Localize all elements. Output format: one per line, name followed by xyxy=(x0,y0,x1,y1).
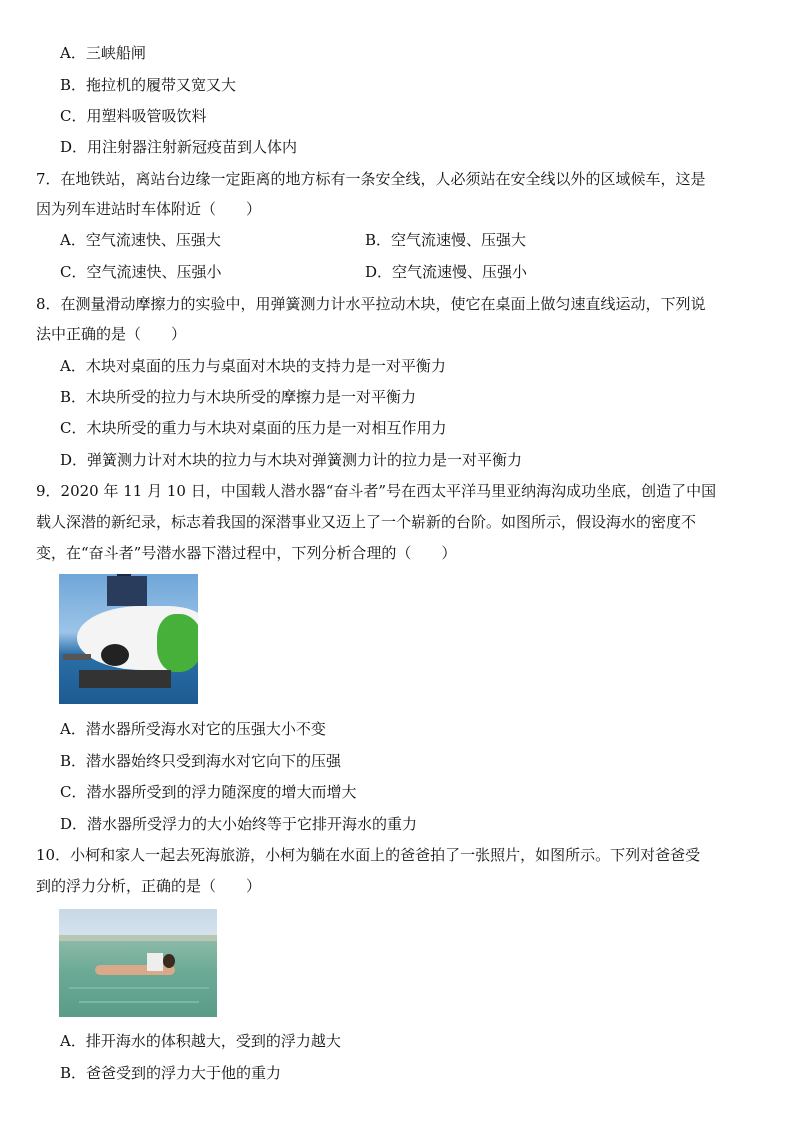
q7-option-c: C．空气流速快、压强小 xyxy=(60,263,222,281)
q7-option-b: B．空气流速慢、压强大 xyxy=(365,231,527,249)
q9-option-b: B．潜水器始终只受到海水对它向下的压强 xyxy=(60,752,342,770)
q8-stem-line2: 法中正确的是（ ） xyxy=(36,325,187,343)
q7-option-a: A．空气流速快、压强大 xyxy=(60,231,221,249)
q6-option-c: C．用塑料吸管吸饮料 xyxy=(60,107,207,125)
q8-option-b: B．木块所受的拉力与木块所受的摩擦力是一对平衡力 xyxy=(60,388,417,406)
dead-sea-photo xyxy=(59,909,217,1017)
q10-stem-line2: 到的浮力分析，正确的是（ ） xyxy=(36,877,262,895)
q10-stem-line1: 10．小柯和家人一起去死海旅游，小柯为躺在水面上的爸爸拍了一张照片，如图所示。下列对爸爸受 xyxy=(36,846,701,864)
q8-option-d: D．弹簧测力计对木块的拉力与木块对弹簧测力计的拉力是一对平衡力 xyxy=(60,451,523,469)
q9-option-c: C．潜水器所受到的浮力随深度的增大而增大 xyxy=(60,783,357,801)
q9-option-d: D．潜水器所受浮力的大小始终等于它排开海水的重力 xyxy=(60,815,418,833)
q6-option-a: A．三峡船闸 xyxy=(60,44,146,62)
q7-stem-line2: 因为列车进站时车体附近（ ） xyxy=(36,200,262,218)
q9-stem-line3: 变，在“奋斗者”号潜水器下潜过程中，下列分析合理的（ ） xyxy=(36,544,457,562)
q6-option-b: B．拖拉机的履带又宽又大 xyxy=(60,76,237,94)
q9-stem-line2: 载人深潜的新纪录，标志着我国的深潜事业又迈上了一个崭新的台阶。如图所示，假设海水的密度不 xyxy=(36,513,697,531)
q7-stem-line1: 7．在地铁站，离站台边缘一定距离的地方标有一条安全线，人必须站在安全线以外的区域候车，这是 xyxy=(36,170,706,188)
q10-option-a: A．排开海水的体积越大，受到的浮力越大 xyxy=(60,1032,341,1050)
q7-option-d: D．空气流速慢、压强小 xyxy=(365,263,528,281)
submarine-photo xyxy=(59,574,198,704)
q8-option-c: C．木块所受的重力与木块对桌面的压力是一对相互作用力 xyxy=(60,419,447,437)
q10-option-b: B．爸爸受到的浮力大于他的重力 xyxy=(60,1064,282,1082)
q9-option-a: A．潜水器所受海水对它的压强大小不变 xyxy=(60,720,326,738)
q6-option-d: D．用注射器注射新冠疫苗到人体内 xyxy=(60,138,298,156)
q9-stem-line1: 9．2020 年 11 月 10 日，中国载人潜水器“奋斗者”号在西太平洋马里亚纳海沟成功坐底，创造了中国 xyxy=(36,482,717,500)
q8-option-a: A．木块对桌面的压力与桌面对木块的支持力是一对平衡力 xyxy=(60,357,446,375)
q8-stem-line1: 8．在测量滑动摩擦力的实验中，用弹簧测力计水平拉动木块，使它在桌面上做匀速直线运动，下列说 xyxy=(36,295,706,313)
